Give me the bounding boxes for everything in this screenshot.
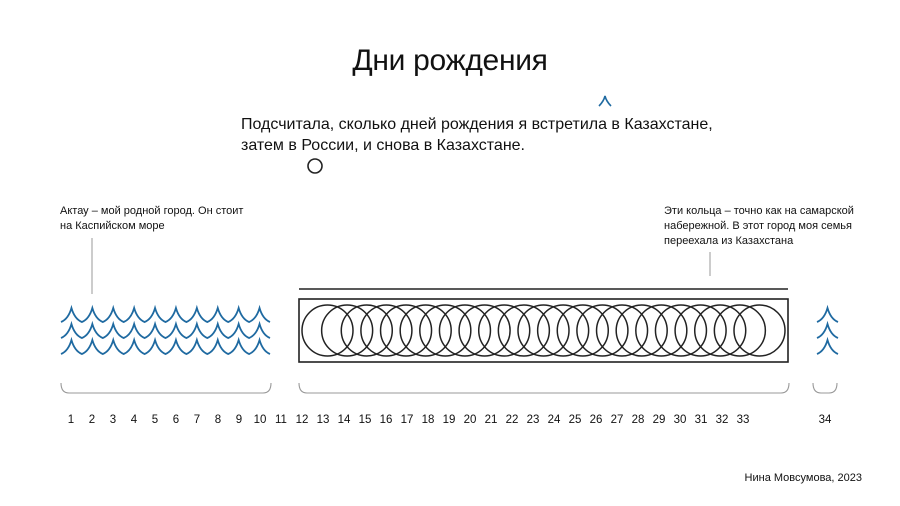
day-label: 3 [109,414,117,426]
ring [695,305,746,356]
day-label: 12 [295,414,309,426]
day-label: 8 [214,414,222,426]
ring [341,305,392,356]
day-label: 32 [715,414,729,426]
subtitle-line: затем в России, и снова в Казахстане. [241,137,525,154]
day-label: 24 [547,414,561,426]
waves-kazakhstan-1 [61,308,270,354]
ring [518,305,569,356]
day-label: 25 [568,414,582,426]
ring [459,305,510,356]
day-axis [68,414,832,426]
ring [498,305,549,356]
day-label: 13 [316,414,330,426]
day-label: 5 [151,414,159,426]
day-label: 9 [235,414,243,426]
day-label: 26 [589,414,603,426]
day-label: 27 [610,414,624,426]
period-bracket [813,383,837,393]
ring [734,305,785,356]
chart-title: Дни рождения [352,44,548,77]
period-bracket [299,383,789,393]
annotation-line: переехала из Казахстана [664,235,794,247]
day-label: 23 [526,414,540,426]
ring [400,305,451,356]
day-label: 19 [442,414,456,426]
day-label: 7 [193,414,201,426]
ring [439,305,490,356]
period-bracket [61,383,271,393]
annotation-line: Актау – мой родной город. Он стоит [60,205,244,217]
wave-crest-icon [599,96,611,106]
day-label: 17 [400,414,414,426]
day-label: 33 [736,414,750,426]
day-label: 34 [818,414,832,426]
ring [655,305,706,356]
ring-icon [308,159,322,173]
ring [322,305,373,356]
ring [577,305,628,356]
waves-kazakhstan-2 [817,308,838,354]
ring [479,305,530,356]
author-credit: Нина Мовсумова, 2023 [744,472,862,484]
subtitle-line: Подсчитала, сколько дней рождения я встретила в Казахстане, [241,116,713,133]
period-brackets [61,383,837,393]
wave-row [61,308,270,322]
day-label: 11 [275,414,287,426]
ring [302,305,353,356]
ring [557,305,608,356]
day-label: 14 [337,414,351,426]
railing-russia [299,289,788,362]
wave-row [817,308,838,322]
wave-row [817,324,838,338]
day-label: 21 [484,414,498,426]
ring [381,305,432,356]
day-label: 18 [421,414,435,426]
ring [636,305,687,356]
ring [420,305,471,356]
day-label: 16 [379,414,393,426]
ring [538,305,589,356]
day-label: 28 [631,414,645,426]
annotation-line: на Каспийском море [60,220,165,232]
day-label: 2 [88,414,96,426]
wave-row [61,340,270,354]
wave-row [817,340,838,354]
day-label: 4 [130,414,138,426]
day-label: 6 [172,414,180,426]
day-label: 30 [673,414,687,426]
day-label: 29 [652,414,666,426]
ring [616,305,667,356]
day-label: 22 [505,414,519,426]
annotation-line: набережной. В этот город моя семья [664,220,852,232]
day-label: 31 [694,414,708,426]
ring [597,305,648,356]
day-label: 1 [67,414,75,426]
wave-row [61,324,270,338]
ring [675,305,726,356]
ring [361,305,412,356]
ring [714,305,765,356]
day-label: 10 [253,414,267,426]
annotation-line: Эти кольца – точно как на самарской [664,205,854,217]
day-label: 20 [463,414,477,426]
day-label: 15 [358,414,372,426]
